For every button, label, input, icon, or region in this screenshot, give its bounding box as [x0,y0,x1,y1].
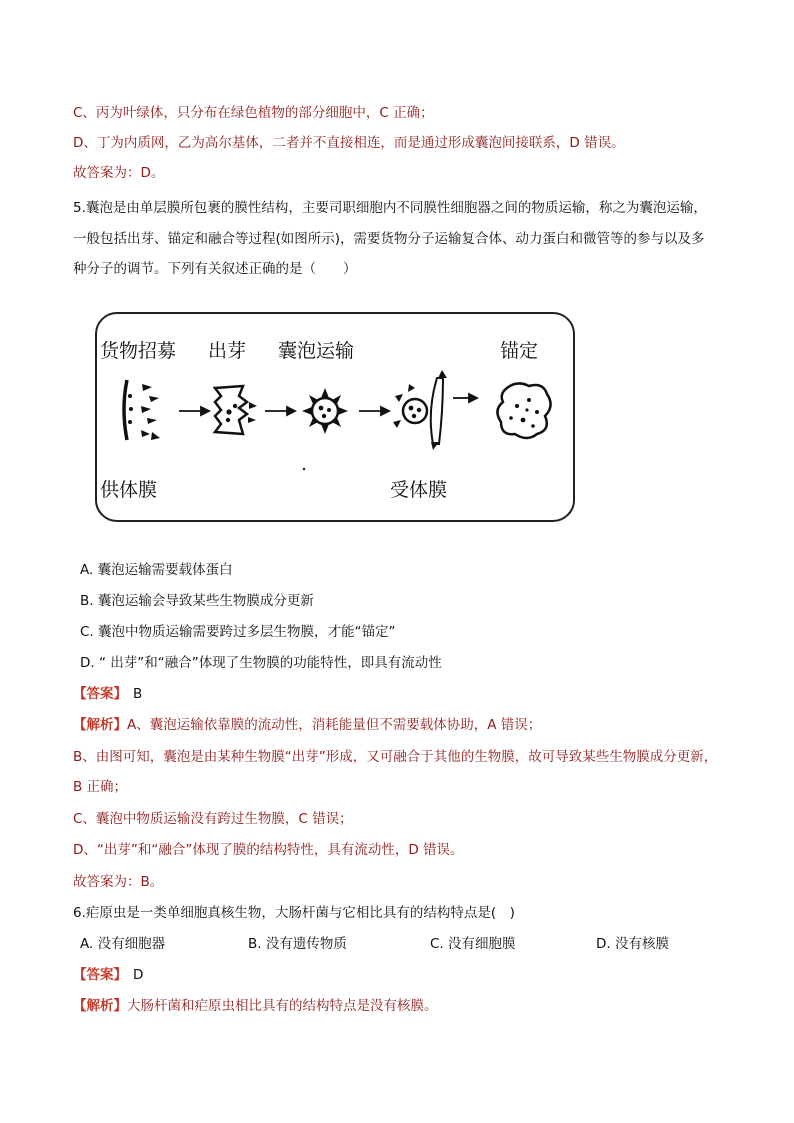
q6-analysis [73,996,438,1016]
q5-option-a: A. 囊泡运输需要载体蛋白 [80,562,233,578]
answer-tag: 【答案】 [73,686,127,702]
q6-option-b: B. 没有遗传物质 [248,936,347,952]
q5-analysis-c: C、囊泡中物质运输没有跨过生物膜，C 错误； [73,811,353,827]
arrow-2 [265,407,295,415]
q5-option-d: D. “ 出芽”和“融合”体现了生物膜的功能特性，即具有流动性 [80,655,442,671]
analysis-text: A、囊泡运输依靠膜的流动性，消耗能量但不需要载体协助，A 错误； [127,717,542,733]
label-anchoring: 锚定 [500,340,539,362]
label-receptor-membrane: 受体膜 [390,479,448,501]
q5-stem-line-2: 一般包括出芽、锚定和融合等过程(如图所示)，需要货物分子运输复合体、动力蛋白和微管等的参与以及多 [73,231,705,247]
anchored-vesicle-shape [497,383,550,438]
q5-analysis-b2: B 正确； [73,779,128,795]
q5-analysis-a [73,715,541,735]
q5-analysis-d: D、“出芽”和“融合”体现了膜的结构特性，具有流动性，D 错误。 [73,842,464,858]
receptor-membrane-shape [431,378,443,444]
label-donor-membrane: 供体膜 [100,479,158,501]
q5-stem-line-1: 5.囊泡是由单层膜所包裹的膜性结构，主要司职细胞内不同膜性细胞器之间的物质运输，称之为囊泡运输， [73,200,707,216]
label-cargo-recruitment: 货物招募 [100,340,177,362]
donor-membrane-shape [124,380,127,440]
budding-shape [215,386,247,434]
q6-answer [73,965,143,985]
vesicle-process-diagram [97,314,573,520]
answer-tag: 【答案】 [73,967,127,983]
cargo-molecules-shape [141,384,160,440]
vesicle-transport-figure [95,312,575,522]
q6-option-a: A. 没有细胞器 [80,936,166,952]
arrow-1 [179,407,209,415]
analysis-tag: 【解析】 [73,998,127,1014]
answer-value: D [133,967,144,983]
label-budding: 出芽 [208,340,247,362]
label-vesicle-transport: 囊泡运输 [278,340,355,362]
q4-analysis-d: D、丁为内质网，乙为高尔基体，二者并不直接相连，而是通过形成囊泡间接联系，D 错误。 [73,135,625,151]
answer-value: B [133,686,143,702]
q4-analysis-c: C、丙为叶绿体，只分布在绿色植物的部分细胞中，C 正确； [73,105,434,121]
arrow-4 [453,394,477,402]
q6-option-c: C. 没有细胞膜 [430,936,516,952]
q6-option-d: D. 没有核膜 [596,936,669,952]
q5-stem-line-3: 种分子的调节。下列有关叙述正确的是（ ） [73,261,357,277]
q6-stem: 6.疟原虫是一类单细胞真核生物，大肠杆菌与它相比具有的结构特点是( ) [73,905,515,921]
q5-option-b: B. 囊泡运输会导致某些生物膜成分更新 [80,593,314,609]
q5-analysis-b1: B、由图可知，囊泡是由某种生物膜“出芽”形成，又可融合于其他的生物膜，故可导致某些生物膜成分更新， [73,749,718,765]
q5-option-c: C. 囊泡中物质运输需要跨过多层生物膜，才能“锚定” [80,624,396,640]
arrow-3 [359,407,389,415]
q5-answer [73,684,142,704]
analysis-tag: 【解析】 [73,717,127,733]
analysis-text: 大肠杆菌和疟原虫相比具有的结构特点是没有核膜。 [127,998,438,1014]
q4-conclusion: 故答案为：D。 [73,165,165,181]
q5-conclusion: 故答案为：B。 [73,874,164,890]
vesicle-shape [302,388,348,434]
